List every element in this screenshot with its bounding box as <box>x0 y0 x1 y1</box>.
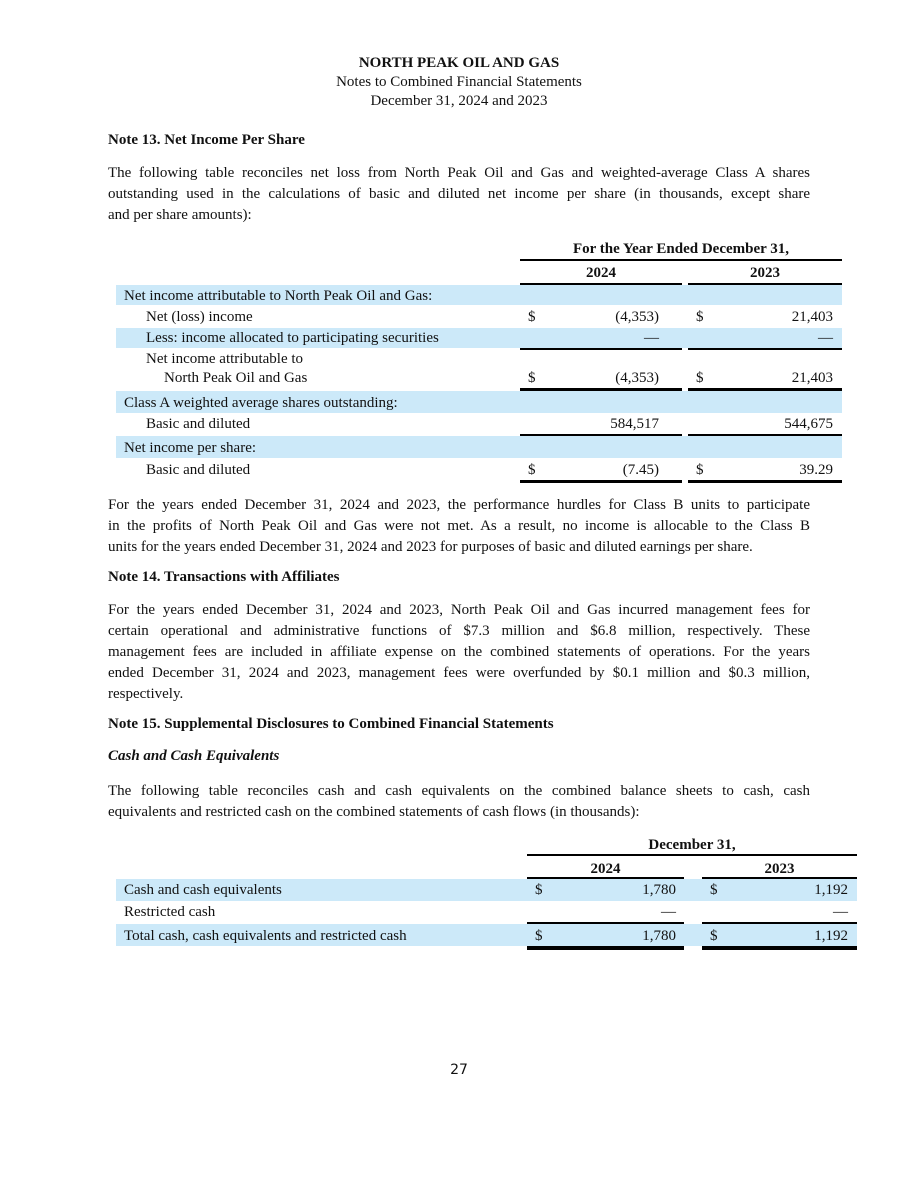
currency-symbol: $ <box>528 309 536 325</box>
value-2023: 1,192 <box>814 928 848 944</box>
paragraph-line: For the years ended December 31, 2024 and 2023, North Peak Oil and Gas incurred management fees for <box>108 602 810 618</box>
value-2023: 21,403 <box>791 309 833 325</box>
value-2023: 1,192 <box>814 882 848 898</box>
table-row-label: Class A weighted average shares outstanding: <box>124 395 398 411</box>
currency-symbol: $ <box>535 882 543 898</box>
total-rule <box>688 480 842 483</box>
value-2024: — <box>644 330 659 346</box>
paragraph-line: in the profits of North Peak Oil and Gas were not met. As a result, no income is allocable to the Class B <box>108 518 810 534</box>
subtotal-rule <box>702 922 857 924</box>
currency-symbol: $ <box>710 882 718 898</box>
value-2024: 584,517 <box>610 416 659 432</box>
paragraph-line: The following table reconciles cash and cash equivalents on the combined balance sheets to cash, cash <box>108 783 810 799</box>
value-2024: — <box>661 904 676 920</box>
note14-heading: Note 14. Transactions with Affiliates <box>108 569 340 585</box>
currency-symbol: $ <box>696 309 704 325</box>
column-header-2023: 2023 <box>750 265 780 281</box>
value-2023: 39.29 <box>799 462 833 478</box>
company-title: NORTH PEAK OIL AND GAS <box>358 55 560 71</box>
subtotal-rule <box>688 348 842 350</box>
note13-followup <box>108 495 810 558</box>
total-rule <box>520 480 682 483</box>
value-2024: 1,780 <box>642 928 676 944</box>
note15-heading: Note 15. Supplemental Disclosures to Combined Financial Statements <box>108 716 554 732</box>
currency-symbol: $ <box>528 370 536 386</box>
paragraph-line: certain operational and administrative functions of $7.3 million and $6.8 million, respectively. These <box>108 623 810 639</box>
table-row-label: Net (loss) income <box>146 309 253 325</box>
value-2024: (7.45) <box>622 462 659 478</box>
period-header: December 31, <box>648 837 736 853</box>
table-row-label: Total cash, cash equivalents and restricted cash <box>124 928 407 944</box>
paragraph-line: For the years ended December 31, 2024 and 2023, the performance hurdles for Class B units to participate <box>108 497 810 513</box>
table-row-label: Basic and diluted <box>146 462 251 478</box>
value-2023: — <box>833 904 848 920</box>
total-double-rule <box>702 946 857 950</box>
column-header-2024: 2024 <box>590 861 621 877</box>
currency-symbol: $ <box>710 928 718 944</box>
value-2024: (4,353) <box>615 370 659 386</box>
paragraph-line: The following table reconciles net loss from North Peak Oil and Gas and weighted-average Class A shares <box>108 165 810 181</box>
column-header-2024: 2024 <box>586 265 616 281</box>
table-row-label: Less: income allocated to participating securities <box>146 330 439 346</box>
currency-symbol: $ <box>696 370 704 386</box>
paragraph-line: respectively. <box>108 686 184 702</box>
note14-body <box>108 600 810 705</box>
paragraph-line: ended December 31, 2024 and 2023, management fees were overfunded by $0.1 million and $0.3 million, <box>108 665 810 681</box>
subtotal-rule <box>520 348 682 350</box>
total-rule <box>688 388 842 391</box>
column-header-2023: 2023 <box>764 861 795 877</box>
subtotal-rule <box>520 434 682 436</box>
subtotal-rule <box>527 922 684 924</box>
header-rule <box>520 259 842 261</box>
paragraph-line: units for the years ended December 31, 2024 and 2023 for purposes of basic and diluted earnings per share. <box>108 539 753 555</box>
table-row-label: Net income attributable to <box>146 351 304 367</box>
value-2024: 1,780 <box>642 882 676 898</box>
value-2023: 544,675 <box>784 416 833 432</box>
currency-symbol: $ <box>528 462 536 478</box>
table-row-label: Basic and diluted <box>146 416 251 432</box>
total-double-rule <box>527 946 684 950</box>
note13-intro <box>108 163 810 226</box>
document-subtitle: Notes to Combined Financial Statements <box>336 74 582 90</box>
header-rule <box>527 854 857 856</box>
document-date: December 31, 2024 and 2023 <box>370 93 548 109</box>
table-row-label: Net income per share: <box>124 440 257 456</box>
table-row-label: Cash and cash equivalents <box>124 882 282 898</box>
note15-subheading: Cash and Cash Equivalents <box>108 748 280 764</box>
currency-symbol: $ <box>696 462 704 478</box>
table-row-label-continued: North Peak Oil and Gas <box>164 370 308 386</box>
paragraph-line: outstanding used in the calculations of basic and diluted net income per share (in thousands, except share <box>108 186 810 202</box>
value-2024: (4,353) <box>615 309 659 325</box>
table-row-label: Restricted cash <box>124 904 216 920</box>
paragraph-line: and per share amounts): <box>108 207 252 223</box>
currency-symbol: $ <box>535 928 543 944</box>
value-2023: — <box>818 330 833 346</box>
page-number: 27 <box>450 1062 468 1078</box>
value-2023: 21,403 <box>791 370 833 386</box>
total-rule <box>520 388 682 391</box>
paragraph-line: management fees are included in affiliate expense on the combined statements of operations. For the years <box>108 644 810 660</box>
period-header: For the Year Ended December 31, <box>572 241 790 257</box>
table-row-label: Net income attributable to North Peak Oil and Gas: <box>124 288 433 304</box>
note15-intro <box>108 781 810 823</box>
note13-heading: Note 13. Net Income Per Share <box>108 132 305 148</box>
subtotal-rule <box>688 434 842 436</box>
paragraph-line: equivalents and restricted cash on the combined statements of cash flows (in thousands): <box>108 804 640 820</box>
